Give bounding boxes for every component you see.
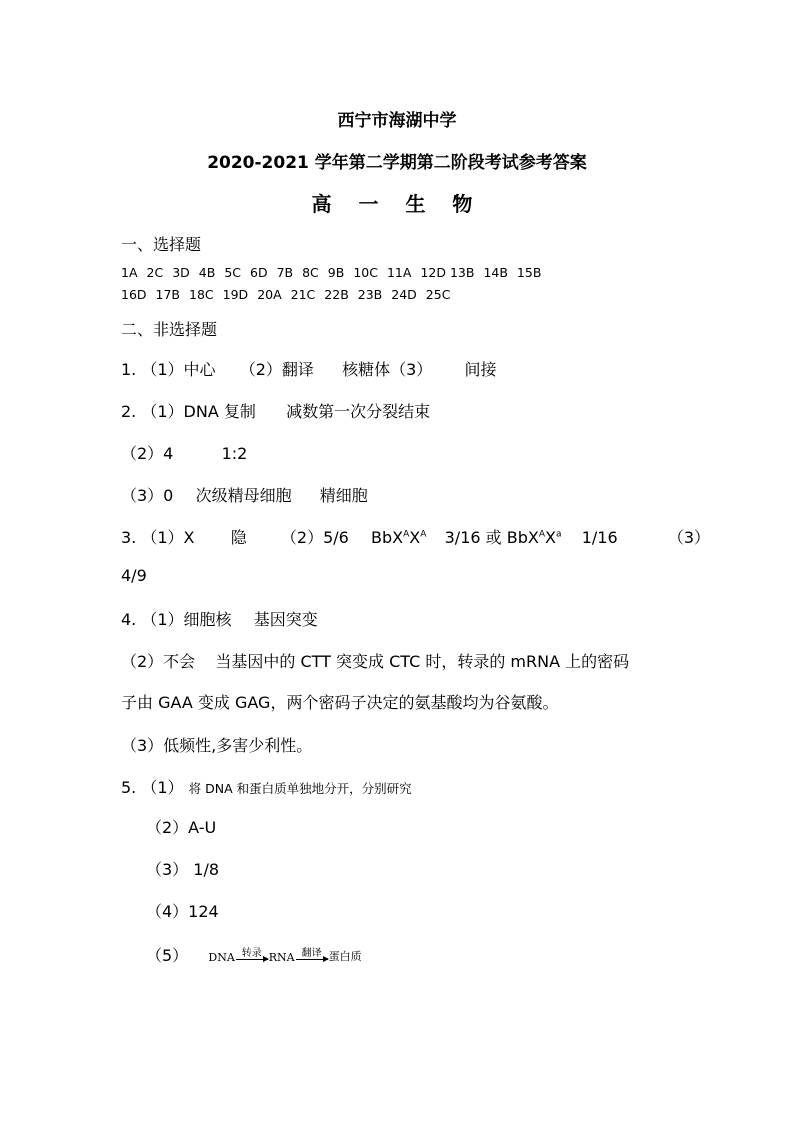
mc-answer: 8C <box>302 265 319 280</box>
mc-answer: 10C <box>353 265 378 280</box>
q3-part1: （1）X <box>141 528 195 547</box>
q3-part2: 隐 <box>230 528 247 547</box>
mc-answer: 6D <box>250 265 268 280</box>
mc-answer: 25C <box>425 287 451 302</box>
mc-answer: 5C <box>224 265 241 280</box>
q4-line2-a: （2）不会 <box>121 652 196 671</box>
q2-line3-b: 次级精母细胞 <box>195 486 292 505</box>
q4-line4: （3）低频性,多害少利性。 <box>121 736 313 755</box>
mc-answer: 23B <box>357 287 383 302</box>
q3-number: 3. <box>121 528 137 547</box>
q2-line1 <box>121 399 430 422</box>
translation-label: 翻译 <box>301 948 322 959</box>
translation-arrow <box>296 949 328 964</box>
q1-number: 1. <box>121 360 137 379</box>
q5-line3: （3） 1/8 <box>146 860 220 879</box>
q5-part1: （1） <box>141 778 184 797</box>
arrow-right-icon <box>296 959 328 960</box>
q5-line2: （2）A-U <box>146 818 217 837</box>
mc-answers-row1 <box>121 265 550 280</box>
transcription-label: 转录 <box>241 948 262 959</box>
mc-answer: 16D <box>121 287 147 302</box>
q2-line2 <box>121 441 247 464</box>
q1-part2: （2）翻译 <box>239 360 314 379</box>
q5-line1 <box>121 775 412 798</box>
q2-part1: （1）DNA 复制 <box>141 402 256 421</box>
q2-line2-b: 1:2 <box>221 444 248 463</box>
mc-answer: 21C <box>290 287 316 302</box>
q4-number: 4. <box>121 610 137 629</box>
q3-line2: 4/9 <box>121 566 147 585</box>
transcription-arrow <box>236 949 268 964</box>
mc-answer: 17B <box>155 287 181 302</box>
mc-answer: 20A <box>257 287 282 302</box>
q3-genotype2: $BbX^AX^a$ <box>506 528 562 547</box>
mc-answer: 15B <box>516 265 542 280</box>
mc-answer: 22B <box>324 287 349 302</box>
q5-part1-text: 将 DNA 和蛋白质单独地分开，分别研究 <box>188 781 412 796</box>
subject-title: 高 一 生 物 <box>311 192 483 216</box>
q4-line2-b: 当基因中的 CTT 突变成 CTC 时，转录的 mRNA 上的密码 <box>215 652 630 671</box>
mc-answer: 19D <box>222 287 249 302</box>
mc-answer: 24D <box>391 287 417 302</box>
mc-answer: 4B <box>198 265 216 280</box>
q4-line2 <box>121 649 629 672</box>
mc-answer: 12D 13B <box>420 265 475 280</box>
q5-line5-label: （5） <box>146 946 189 965</box>
q3-part4: 3/16 或 <box>444 528 502 547</box>
mc-answers-row2 <box>121 287 459 302</box>
q3-part3: （2）5/6 <box>280 528 349 547</box>
q3-part6: （3） <box>667 528 710 547</box>
mc-answer: 7B <box>276 265 294 280</box>
q2-number: 2. <box>121 402 137 421</box>
q4-line3: 子由 GAA 变成 GAG，两个密码子决定的氨基酸均为谷氨酸。 <box>121 693 559 712</box>
q3-line1 <box>121 525 710 548</box>
q1-part3: 核糖体（3） <box>342 360 433 379</box>
mc-answer: 11A <box>386 265 412 280</box>
q2-line2-a: （2）4 <box>121 444 174 463</box>
q3-genotype1: $BbX^AX^A$ <box>371 528 427 547</box>
q5-line4: （4）124 <box>146 902 219 921</box>
mc-answer: 14B <box>483 265 508 280</box>
mc-answer: 1A <box>121 265 138 280</box>
flow-node-protein: 蛋白质 <box>328 950 362 963</box>
q1-part1: （1）中心 <box>141 360 216 379</box>
school-title: 西宁市海湖中学 <box>337 111 457 131</box>
q2-line3 <box>121 483 368 506</box>
q4-line1 <box>121 607 318 630</box>
mc-answer: 3D <box>172 265 190 280</box>
q2-part2: 减数第一次分裂结束 <box>286 402 431 421</box>
q2-line3-a: （3）0 <box>121 486 174 505</box>
q5-number: 5. <box>121 778 137 797</box>
mc-answer: 2C <box>146 265 164 280</box>
exam-title: 2020-2021 学年第二学期第二阶段考试参考答案 <box>207 153 587 173</box>
mc-answer: 9B <box>327 265 345 280</box>
flow-node-dna: DNA <box>208 951 235 964</box>
arrow-right-icon <box>236 959 268 960</box>
section1-heading: 一、选择题 <box>121 235 202 254</box>
flow-node-rna: RNA <box>268 951 295 964</box>
q1-line <box>121 357 497 380</box>
q4-part2: 基因突变 <box>253 610 318 629</box>
q4-part1: （1）细胞核 <box>141 610 232 629</box>
central-dogma-flow <box>208 948 361 964</box>
q1-part4: 间接 <box>464 360 497 379</box>
section2-heading: 二、非选择题 <box>121 320 218 339</box>
mc-answer: 18C <box>189 287 214 302</box>
q3-part5: 1/16 <box>581 528 618 547</box>
q5-line5 <box>146 943 362 966</box>
q2-line3-c: 精细胞 <box>319 486 368 505</box>
